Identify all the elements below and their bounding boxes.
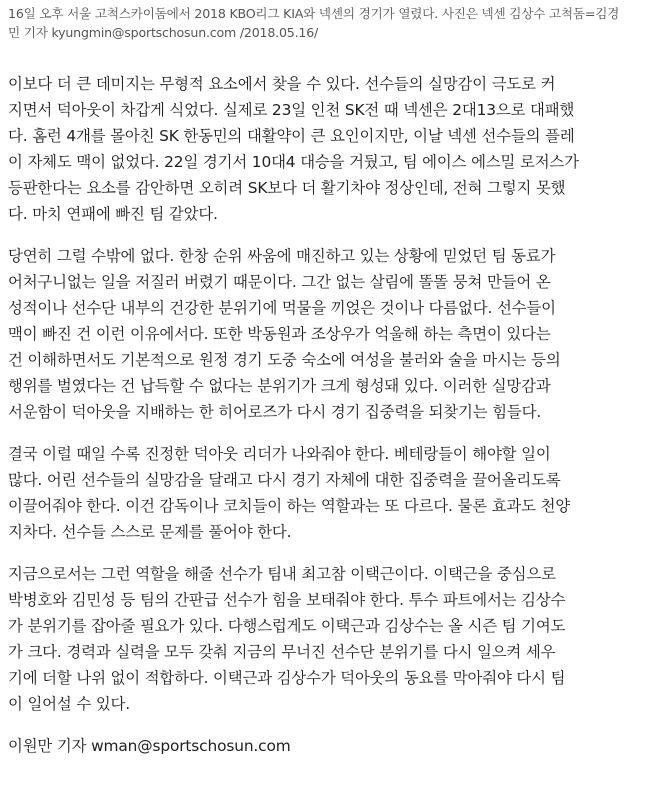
article-body	[8, 71, 656, 759]
photo-caption	[8, 4, 656, 42]
paragraph-line: 박병호와 김민성 등 팀의 간판급 선수가 힘을 보태줘야 한다. 투수 파트에서는 김상수	[8, 591, 566, 609]
photo-caption-line: 16일 오후 서울 고척스카이돔에서 2018 KBO리그 KIA와 넥센의 경기가 열렸다. 사진은 넥센 김상수 고척돔=김경	[8, 6, 620, 21]
paragraph-line: 맥이 빠진 건 이런 이유에서다. 또한 박동원과 조상우가 억울해 하는 측면이 있다는	[8, 325, 551, 343]
article-paragraph	[8, 71, 656, 227]
paragraph-line: 지차다. 선수들 스스로 문제를 풀어야 한다.	[8, 523, 292, 541]
article-paragraph	[8, 243, 656, 425]
photo-caption-line: 민 기자 kyungmin@sportschosun.com /2018.05.16/	[8, 25, 319, 40]
paragraph-line: 가 크다. 경력과 실력을 모두 갖춰 지금의 무너진 선수단 분위기를 다시 일으켜 세우	[8, 643, 556, 661]
paragraph-line: 지면서 덕아웃이 차갑게 식었다. 실제로 23일 인천 SK전 때 넥센은 2대13으로 대패했	[8, 101, 575, 119]
paragraph-line: 어처구니없는 일을 저질러 버렸기 때문이다. 그간 없는 살림에 똘똘 뭉쳐 만들어 온	[8, 273, 551, 291]
paragraph-line: 당연히 그럴 수밖에 없다. 한창 순위 싸움에 매진하고 있는 상황에 믿었던 팀 동료가	[8, 247, 556, 265]
paragraph-line: 등판한다는 요소를 감안하면 오히려 SK보다 더 활기차야 정상인데, 전혀 그렇지 못했	[8, 179, 566, 197]
paragraph-line: 이 자체도 맥이 없었다. 22일 경기서 10대4 대승을 거뒀고, 팀 에이스 에스밀 로저스가	[8, 153, 579, 171]
paragraph-line: 행위를 벌였다는 건 납득할 수 없다는 분위기가 크게 형성돼 있다. 이러한 실망감과	[8, 377, 551, 395]
paragraph-line: 기에 더할 나위 없이 적합하다. 이택근과 김상수가 덕아웃의 동요를 막아줘야 다시 팀	[8, 669, 566, 687]
paragraph-line: 이끌어줘야 한다. 이건 감독이나 코치들이 하는 역할과는 또 다르다. 물론 효과도 천양	[8, 497, 571, 515]
paragraph-line: 이보다 더 큰 데미지는 무형적 요소에서 찾을 수 있다. 선수들의 실망감이 극도로 커	[8, 75, 556, 93]
article-paragraph	[8, 561, 656, 717]
article-paragraph	[8, 441, 656, 545]
paragraph-line: 이 일어설 수 있다.	[8, 695, 130, 713]
author-byline: 이원만 기자 wman@sportschosun.com	[8, 737, 291, 755]
paragraph-line: 다. 마치 연패에 빠진 팀 같았다.	[8, 205, 218, 223]
paragraph-line: 다. 홈런 4개를 몰아친 SK 한동민의 대활약이 큰 요인이지만, 이날 넥센 선수들의 플레	[8, 127, 575, 145]
paragraph-line: 많다. 어린 선수들의 실망감을 달래고 다시 경기 자체에 대한 집중력을 끌어올리도록	[8, 471, 561, 489]
paragraph-line: 지금으로서는 그런 역할을 해줄 선수가 팀내 최고참 이택근이다. 이택근을 중심으로	[8, 565, 556, 583]
paragraph-line: 성적이나 선수단 내부의 건강한 분위기에 먹물을 끼얹은 것이나 다름없다. 선수들이	[8, 299, 556, 317]
paragraph-line: 서운함이 덕아웃을 지배하는 한 히어로즈가 다시 경기 집중력을 되찾기는 힘들다.	[8, 403, 542, 421]
paragraph-line: 가 분위기를 잡아줄 필요가 있다. 다행스럽게도 이택근과 김상수는 올 시즌 팀 기여도	[8, 617, 566, 635]
paragraph-line: 결국 이럴 때일 수록 진정한 덕아웃 리더가 나와줘야 한다. 베테랑들이 해야할 일이	[8, 445, 551, 463]
paragraph-line: 건 이해하면서도 기본적으로 원정 경기 도중 숙소에 여성을 불러와 술을 마시는 등의	[8, 351, 561, 369]
